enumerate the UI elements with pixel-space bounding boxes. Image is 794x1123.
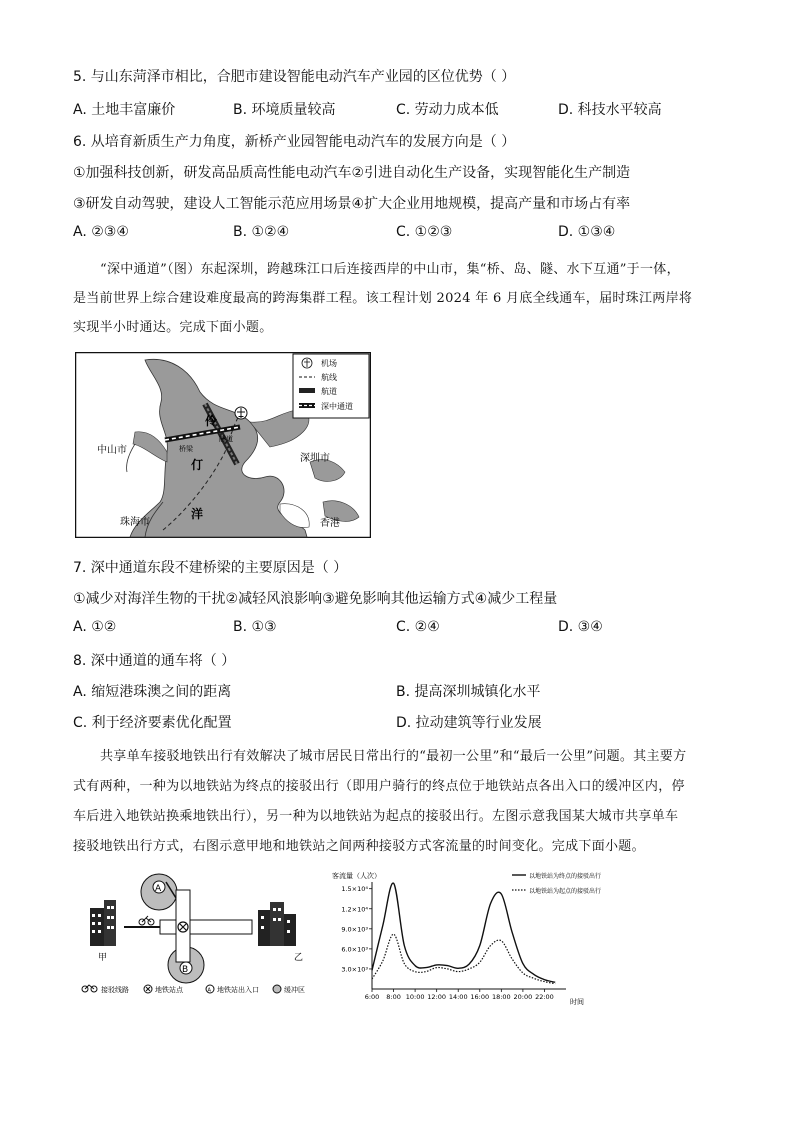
legend-series-end-label: 以地铁站为终点的接驳出行: [529, 873, 602, 880]
chart-ylabel: 客流量（人次）: [332, 872, 381, 880]
y-tick-label: 1.5×10⁴: [341, 885, 368, 894]
passage1-line2: 是当前世界上综合建设难度最高的跨海集群工程。该工程计划 2024 年 6 月底全线通车，届时珠江两岸将: [73, 291, 693, 306]
q5-option-a[interactable]: A. 土地丰富廉价: [73, 102, 176, 118]
q7-line1: ①减少对海洋生物的干扰②减轻风浪影响③避免影响其他运输方式④减少工程量: [73, 591, 558, 607]
q6-line2: ③研发自动驾驶，建设人工智能示范应用场景④扩大企业用地规模，提高产量和市场占有率: [73, 196, 631, 212]
passage2-line2: 式有两种，一种为以地铁站为终点的接驳出行（即用户骑行的终点位于地铁站点各出入口的缓冲区内，停: [73, 779, 685, 794]
map-label-yang: 洋: [191, 507, 204, 521]
legend-entrance-a: A: [207, 987, 211, 994]
legend-route-label: 接驳线路: [101, 986, 129, 994]
chart-xlabel: 时间: [570, 998, 584, 1006]
x-tick-label: 14:00: [448, 993, 468, 1001]
q8-option-a[interactable]: A. 缩短港珠澳之间的距离: [73, 684, 232, 700]
q7-option-d[interactable]: D. ③④: [558, 619, 603, 635]
shenzhong-map: [75, 352, 371, 538]
q7-option-a[interactable]: A. ①②: [73, 619, 117, 635]
y-tick-label: 3.0×10³: [341, 965, 368, 974]
building-jia-icon: [90, 900, 116, 946]
passage1-line3: 实现半小时通达。完成下面小题。: [73, 320, 273, 335]
label-entrance-a: A: [155, 884, 162, 894]
q6-stem: 6. 从培育新质生产力角度，新桥产业园智能电动汽车的发展方向是（ ）: [73, 134, 516, 150]
legend-channel-swatch: [299, 388, 315, 393]
legend-buffer-label: 缓冲区: [284, 986, 305, 994]
q8-option-b[interactable]: B. 提高深圳城镇化水平: [396, 684, 541, 700]
x-tick-label: 22:00: [535, 993, 554, 1001]
legend-series-start-label: 以地铁站为起点的接驳出行: [529, 888, 602, 895]
series-end-line: [372, 883, 555, 982]
bike-icon: [139, 916, 154, 925]
q8-option-c[interactable]: C. 利于经济要素优化配置: [73, 715, 232, 731]
map-label-tunnel: 隧道: [219, 435, 233, 443]
q5-option-c[interactable]: C. 劳动力成本低: [396, 102, 499, 118]
q7-option-c[interactable]: C. ②④: [396, 619, 440, 635]
q5-option-d[interactable]: D. 科技水平较高: [558, 102, 662, 118]
passage2-line4: 接驳地铁出行方式，右图示意甲地和地铁站之间两种接驳方式客流量的时间变化。完成下面小题。: [73, 839, 645, 854]
connection-diagram: [76, 870, 316, 1000]
q5-option-b[interactable]: B. 环境质量较高: [233, 102, 336, 118]
map-label-shenzhen: 深圳市: [300, 453, 330, 464]
x-tick-label: 8:00: [386, 993, 401, 1001]
legend-bike-icon: [82, 985, 97, 992]
q6-option-b[interactable]: B. ①②④: [233, 224, 290, 240]
legend-station-label: 地铁站点: [155, 986, 183, 994]
q8-option-d[interactable]: D. 拉动建筑等行业发展: [396, 715, 542, 731]
legend-airport-label: 机场: [321, 359, 337, 368]
x-tick-label: 10:00: [405, 993, 425, 1001]
x-tick-label: 12:00: [427, 993, 447, 1001]
y-tick-label: 1.2×10⁴: [341, 905, 368, 914]
passage1-line1: “深中通道”（图）东起深圳，跨越珠江口后连接西岸的中山市，集“桥、岛、隧、水下互通”于一体，: [100, 262, 680, 277]
x-tick-label: 18:00: [491, 993, 511, 1001]
legend-channel-label: 航道: [321, 387, 337, 396]
q5-stem: 5. 与山东菏泽市相比，合肥市建设智能电动汽车产业园的区位优势（ ）: [73, 69, 516, 85]
q7-stem: 7. 深中通道东段不建桥梁的主要原因是（ ）: [73, 560, 348, 576]
y-tick-label: 6.0×10³: [341, 945, 368, 954]
q6-line1: ①加强科技创新，研发高品质高性能电动汽车②引进自动化生产设备，实现智能化生产制造: [73, 165, 631, 181]
q6-option-a[interactable]: A. ②③④: [73, 224, 129, 240]
y-tick-label: 9.0×10³: [341, 925, 368, 934]
legend-entrance-label: 地铁站出入口: [217, 986, 259, 994]
label-jia: 甲: [98, 953, 108, 963]
station-corridor-h: [160, 920, 252, 934]
building-yi-icon: [258, 902, 296, 946]
map-label-ding: 仃: [191, 458, 204, 472]
label-yi: 乙: [294, 953, 304, 963]
legend-route-label: 航线: [321, 373, 337, 382]
x-tick-label: 20:00: [513, 993, 533, 1001]
map-label-ling: 伶: [205, 414, 218, 428]
q6-option-d[interactable]: D. ①③④: [558, 224, 616, 240]
q6-option-c[interactable]: C. ①②③: [396, 224, 453, 240]
map-label-zhongshan: 中山市: [97, 445, 127, 456]
passage2-line1: 共享单车接驳地铁出行有效解决了城市居民日常出行的“最初一公里”和“最后一公里”问题。其主要方: [100, 749, 687, 764]
legend-buffer-icon: [273, 985, 281, 993]
q8-stem: 8. 深中通道的通车将（ ）: [73, 653, 236, 669]
map-label-hongkong: 香港: [320, 518, 340, 529]
map-label-zhuhai: 珠海市: [120, 517, 150, 528]
map-label-bridge: 桥梁: [179, 445, 193, 453]
passage2-line3: 车后进入地铁站换乘地铁出行），另一种为以地铁站为起点的接驳出行。左图示意我国某大城市共享单车: [73, 809, 679, 824]
x-tick-label: 6:00: [364, 993, 380, 1001]
legend-passage-label: 深中通道: [321, 402, 353, 411]
x-tick-label: 16:00: [470, 993, 490, 1001]
q7-option-b[interactable]: B. ①③: [233, 619, 277, 635]
label-entrance-b: B: [182, 965, 189, 975]
series-start-line: [372, 934, 555, 984]
passenger-flow-chart: [326, 866, 656, 1006]
